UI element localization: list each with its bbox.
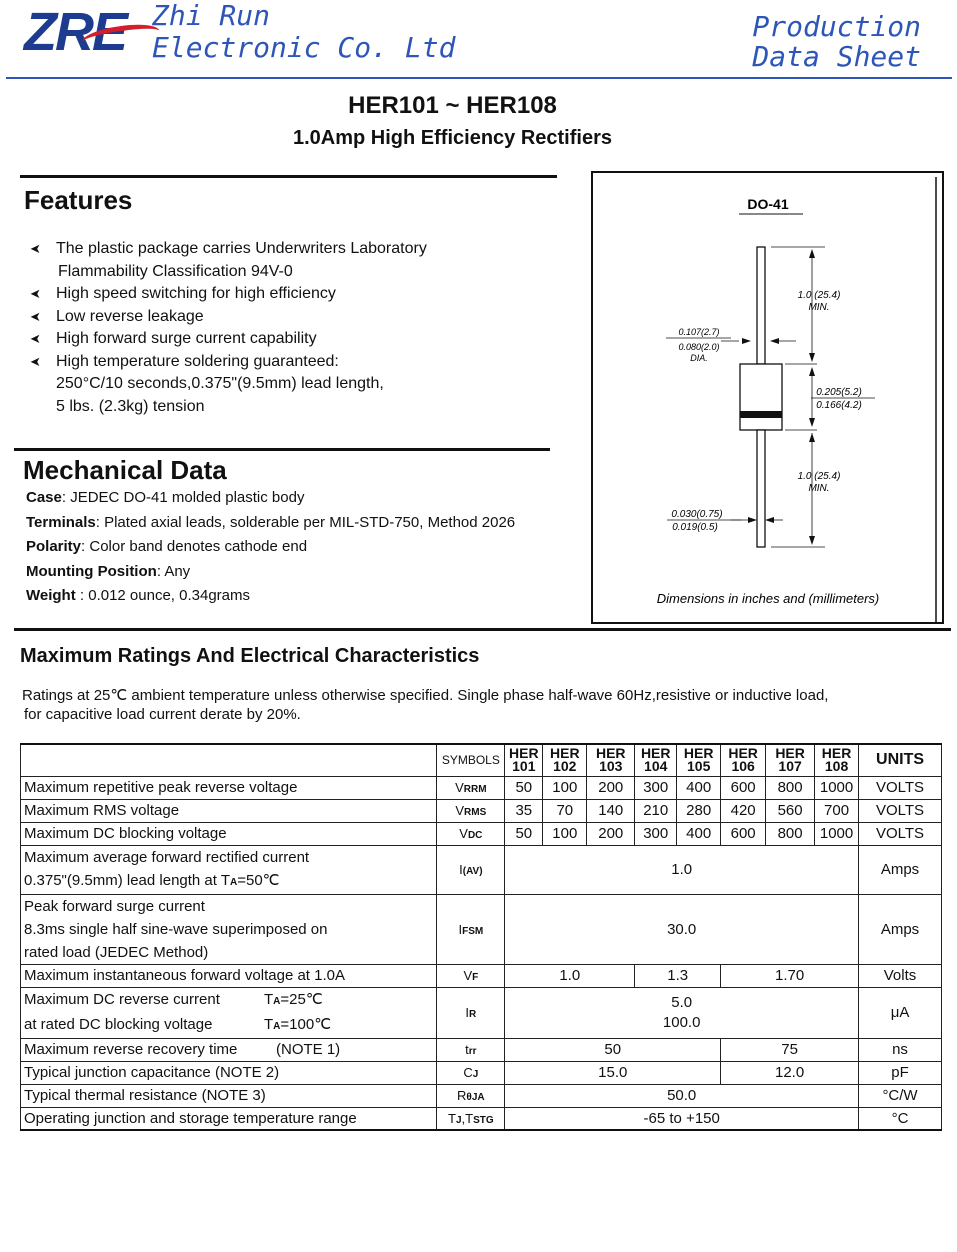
note-text-a: Ratings at 25℃ ambient temperature unless otherwise specified. — [22, 687, 454, 704]
value-cell: 30.0 — [505, 894, 859, 964]
features-heading: Features — [24, 185, 133, 215]
features-list — [30, 238, 550, 418]
value-cell: 1.0 — [505, 845, 859, 894]
bullet-arrow-icon: ➤ — [30, 308, 41, 324]
value-cell: 5.0 100.0 — [505, 987, 859, 1038]
table-row — [21, 1038, 942, 1061]
diode-body — [740, 364, 782, 430]
header-symbols: SYMBOLS — [437, 744, 505, 776]
unit-cell: °C — [859, 1107, 942, 1130]
header-part: HER 101 — [505, 744, 543, 776]
param-cell: Typical thermal resistance (NOTE 3) — [21, 1084, 437, 1107]
param-cell: Typical junction capacitance (NOTE 2) — [21, 1061, 437, 1084]
table-row — [21, 1107, 942, 1130]
arrow-icon — [770, 338, 779, 344]
wire-dia-min-text: 0.019(0.5) — [672, 522, 718, 533]
unit-cell: VOLTS — [859, 776, 942, 799]
diameter-dia-text: DIA. — [690, 353, 708, 363]
mechanical-heading: Mechanical Data — [23, 455, 227, 485]
mechanical-row — [26, 514, 566, 539]
mechanical-value: : Any — [156, 562, 191, 580]
feature-text: 250°C/10 seconds,0.375"(9.5mm) lead length, — [56, 375, 384, 392]
logo-text: ZRE — [24, 2, 126, 62]
table-row — [21, 822, 942, 845]
arrow-icon — [765, 517, 774, 523]
param-cell: Maximum RMS voltage — [21, 799, 437, 822]
header-parameter — [21, 744, 437, 776]
header-part: HER 103 — [587, 744, 635, 776]
unit-cell: Amps — [859, 894, 942, 964]
bottom-lead-dim-text: 1.0 (25.4) — [797, 471, 841, 482]
document-type-line2: Data Sheet — [752, 40, 921, 73]
arrow-icon — [809, 353, 815, 362]
header-part: HER 107 — [766, 744, 815, 776]
bullet-arrow-icon: ➤ — [30, 353, 41, 369]
top-lead — [757, 247, 765, 364]
value-cell: 400 — [677, 776, 721, 799]
mechanical-data-list — [26, 489, 566, 612]
symbol-cell: CJ — [437, 1061, 505, 1084]
param-cell: Maximum instantaneous forward voltage at 1.0A — [21, 964, 437, 987]
value-cell: 12.0 — [721, 1061, 859, 1084]
body-length-max-text: 0.205(5.2) — [816, 387, 862, 398]
value-cell: 100 — [543, 776, 587, 799]
wire-dia-max-text: 0.030(0.75) — [671, 509, 723, 520]
value-cell: 1.70 — [721, 964, 859, 987]
value-cell: 70 — [543, 799, 587, 822]
company-name-line1: Zhi Run — [152, 0, 271, 32]
arrow-icon — [809, 249, 815, 258]
mechanical-label: Case — [26, 489, 62, 506]
do41-drawing — [591, 171, 945, 625]
param-cell: Peak forward surge current 8.3ms single half sine-wave superimposed on rated load (JEDEC Method) — [21, 894, 437, 964]
symbol-cell: IFSM — [437, 894, 505, 964]
param-cell: Maximum reverse recovery time (NOTE 1) — [21, 1038, 437, 1061]
table-row — [21, 1061, 942, 1084]
diameter-max-text: 0.107(2.7) — [678, 327, 720, 337]
bottom-lead-min-text: MIN. — [808, 483, 830, 494]
value-cell: 420 — [721, 799, 766, 822]
value-cell: 210 — [635, 799, 677, 822]
table-row — [21, 845, 942, 894]
unit-cell: VOLTS — [859, 822, 942, 845]
header-units: UNITS — [859, 744, 942, 776]
feature-item — [30, 238, 550, 283]
symbol-cell: TJ,TSTG — [437, 1107, 505, 1130]
value-cell: 100 — [543, 822, 587, 845]
feature-item — [30, 351, 550, 419]
arrow-icon — [742, 338, 751, 344]
feature-text: High speed switching for high efficiency — [56, 285, 336, 302]
table-row — [21, 776, 942, 799]
arrow-icon — [809, 433, 815, 442]
value-cell: 140 — [587, 799, 635, 822]
unit-cell: °C/W — [859, 1084, 942, 1107]
table-row — [21, 799, 942, 822]
value-cell: 1000 — [815, 822, 859, 845]
value-cell: 280 — [677, 799, 721, 822]
mechanical-value: : Color band denotes cathode end — [81, 538, 308, 555]
header-part: HER 102 — [543, 744, 587, 776]
value-cell: 560 — [766, 799, 815, 822]
unit-cell: VOLTS — [859, 799, 942, 822]
top-lead-dim-text: 1.0 (25.4) — [797, 290, 841, 301]
header-part: HER 108 — [815, 744, 859, 776]
ratings-note — [22, 686, 828, 724]
value-cell: 50 — [505, 822, 543, 845]
mechanical-rule — [14, 448, 550, 451]
feature-item — [30, 283, 550, 306]
param-cell: Operating junction and storage temperature range — [21, 1107, 437, 1130]
feature-text: The plastic package carries Underwriters Laboratory — [56, 240, 427, 257]
value-cell: 200 — [587, 822, 635, 845]
unit-cell: Amps — [859, 845, 942, 894]
value-cell: -65 to +150 — [505, 1107, 859, 1130]
mechanical-label: Weight — [26, 587, 76, 604]
value-cell: 300 — [635, 776, 677, 799]
header-part: HER 104 — [635, 744, 677, 776]
unit-cell: Volts — [859, 964, 942, 987]
package-label: DO-41 — [747, 196, 789, 212]
bullet-arrow-icon: ➤ — [30, 331, 41, 346]
mechanical-value: : JEDEC DO-41 molded plastic body — [61, 489, 305, 506]
unit-cell: ns — [859, 1038, 942, 1061]
arrow-icon — [809, 536, 815, 545]
feature-text: High temperature soldering guaranteed: — [56, 352, 339, 370]
cathode-band — [740, 411, 782, 418]
symbol-cell: VF — [437, 964, 505, 987]
symbol-cell: trr — [437, 1038, 505, 1061]
company-logo — [24, 4, 126, 60]
symbol-cell: IR — [437, 987, 505, 1038]
body-length-min-text: 0.166(4.2) — [816, 400, 862, 411]
table-row — [21, 1084, 942, 1107]
section-divider — [14, 628, 951, 631]
header-part: HER 105 — [677, 744, 721, 776]
mechanical-value: : 0.012 ounce, 0.34grams — [75, 587, 250, 604]
feature-text: High forward surge current capability — [56, 330, 317, 347]
value-cell: 50.0 — [505, 1084, 859, 1107]
ratings-table — [20, 743, 942, 1131]
feature-item — [30, 328, 550, 351]
feature-item — [30, 306, 550, 329]
mechanical-row — [26, 563, 566, 588]
top-lead-min-text: MIN. — [808, 302, 830, 313]
param-cell: Maximum repetitive peak reverse voltage — [21, 776, 437, 799]
value-cell: 800 — [766, 822, 815, 845]
bullet-arrow-icon: ➤ — [30, 286, 41, 301]
bottom-lead — [757, 430, 765, 547]
company-name-line2: Electronic Co. Ltd — [152, 31, 456, 64]
value-cell: 1.3 — [635, 964, 721, 987]
mechanical-row — [26, 489, 566, 514]
value-cell: 700 — [815, 799, 859, 822]
table-row — [21, 987, 942, 1038]
value-cell: 200 — [587, 776, 635, 799]
value-cell: 800 — [766, 776, 815, 799]
symbol-cell: VDC — [437, 822, 505, 845]
company-name — [152, 0, 455, 64]
mechanical-label: Mounting Position — [26, 562, 157, 580]
header-part: HER 106 — [721, 744, 766, 776]
symbol-cell: RθJA — [437, 1084, 505, 1107]
value-cell: 400 — [677, 822, 721, 845]
param-cell: Maximum DC blocking voltage — [21, 822, 437, 845]
document-type-line1: Production — [752, 10, 921, 43]
value-cell: 15.0 — [505, 1061, 721, 1084]
note-text-c: for capacitive load current derate by 20%. — [24, 706, 301, 723]
value-cell: 50 — [505, 1038, 721, 1061]
value-cell: 50 — [505, 776, 543, 799]
arrow-icon — [748, 517, 757, 523]
value-cell: 75 — [721, 1038, 859, 1061]
ratings-heading: Maximum Ratings And Electrical Characteristics — [20, 645, 480, 667]
bullet-arrow-icon: ➤ — [30, 241, 41, 256]
arrow-icon — [809, 367, 815, 376]
table-row — [21, 964, 942, 987]
value-cell: 600 — [721, 822, 766, 845]
value-cell: 35 — [505, 799, 543, 822]
param-cell: Maximum DC reverse current TA=25℃ at rated DC blocking voltage TA=100℃ — [21, 987, 437, 1038]
symbol-cell: I(AV) — [437, 845, 505, 894]
document-type — [752, 12, 921, 72]
mechanical-row — [26, 587, 566, 612]
mechanical-label: Terminals — [26, 513, 96, 531]
symbol-cell: VRRM — [437, 776, 505, 799]
feature-text: Low reverse leakage — [56, 307, 204, 325]
note-text-b: Single phase half-wave 60Hz,resistive or inductive load, — [457, 687, 829, 704]
unit-cell: pF — [859, 1061, 942, 1084]
page-title: HER101 ~ HER108 — [348, 92, 557, 119]
value-cell: 1.0 — [505, 964, 635, 987]
feature-text: 5 lbs. (2.3kg) tension — [56, 397, 205, 415]
table-row — [21, 894, 942, 964]
param-cell: Maximum average forward rectified current 0.375"(9.5mm) lead length at TA=50℃ — [21, 845, 437, 894]
table-header-row — [21, 744, 942, 776]
arrow-icon — [809, 418, 815, 427]
value-cell: 300 — [635, 822, 677, 845]
value-cell: 600 — [721, 776, 766, 799]
package-outline-diagram — [591, 171, 945, 625]
symbol-cell: VRMS — [437, 799, 505, 822]
header-divider — [6, 77, 952, 79]
features-rule — [20, 175, 557, 178]
diagram-caption: Dimensions in inches and (millimeters) — [656, 591, 880, 606]
value-cell: 1000 — [815, 776, 859, 799]
unit-cell: μA — [859, 987, 942, 1038]
mechanical-value: : Plated axial leads, solderable per MIL-STD-750, Method 2026 — [95, 513, 516, 531]
diameter-min-text: 0.080(2.0) — [678, 342, 720, 352]
feature-text: Flammability Classification 94V-0 — [58, 262, 293, 280]
mechanical-label: Polarity — [26, 538, 82, 555]
mechanical-row — [26, 538, 566, 563]
page-subtitle: 1.0Amp High Efficiency Rectifiers — [293, 127, 612, 149]
